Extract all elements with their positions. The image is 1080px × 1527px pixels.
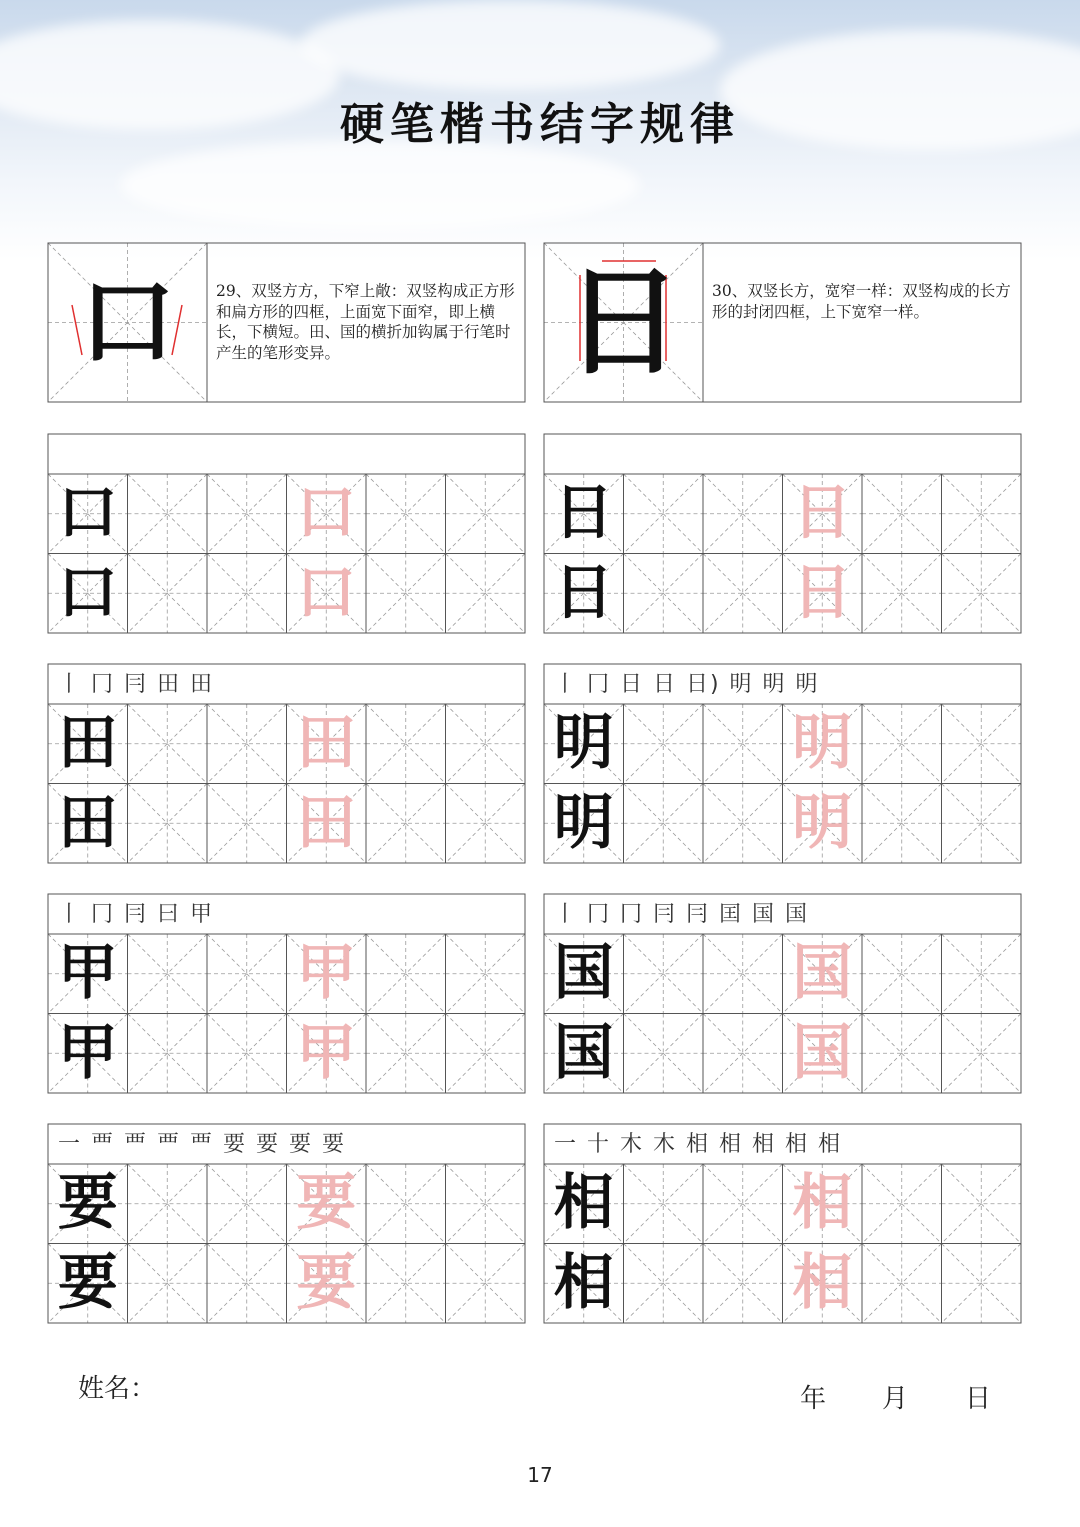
trace-char: 甲 [296,938,357,1008]
writing-cell[interactable] [366,1244,446,1324]
writing-cell[interactable] [366,934,446,1014]
writing-cell[interactable] [703,784,783,864]
writing-cell[interactable] [128,554,208,634]
day-label: 日 [965,1384,992,1414]
stroke-order: 丨 冂 冃 田 田 [58,672,214,697]
writing-cell[interactable] [366,1164,446,1244]
writing-cell[interactable] [207,474,287,554]
model-char: 要 [57,1247,118,1318]
writing-cell[interactable] [624,1014,704,1094]
rule-description: 30、双竖长方，宽窄一样：双竖构成的长方形的封闭四框，上下宽窄一样。 [712,282,1011,321]
trace-char: 口 [296,557,357,628]
writing-cell[interactable] [624,474,704,554]
writing-cell[interactable] [703,934,783,1014]
writing-cell[interactable] [942,934,1022,1014]
trace-char: 日 [792,478,853,548]
writing-cell[interactable] [207,1244,287,1324]
stroke-order [554,440,1014,470]
writing-cell[interactable] [128,1014,208,1094]
writing-cell[interactable] [862,554,942,634]
month-label: 月 [882,1384,909,1414]
writing-cell[interactable] [862,474,942,554]
writing-cell[interactable] [446,784,526,864]
writing-cell[interactable] [207,784,287,864]
model-char: 要 [57,1168,118,1238]
trace-char: 明 [792,787,853,858]
writing-cell[interactable] [207,1014,287,1094]
writing-cell[interactable] [942,474,1022,554]
model-char: 明 [553,708,614,778]
rule-description: 29、双竖方方，下窄上敞：双竖构成正方形和扁方形的四框，上面宽下面窄，即上横长，下横短。田、国的横折加钩属于行笔时产生的笔形变异。 [216,282,515,362]
trace-char: 要 [296,1168,357,1238]
stroke-order [58,440,518,470]
writing-cell[interactable] [446,934,526,1014]
model-char: 相 [553,1247,614,1318]
model-char: 日 [553,478,614,548]
writing-cell[interactable] [624,934,704,1014]
writing-cell[interactable] [366,704,446,784]
writing-cell[interactable] [942,784,1022,864]
writing-cell[interactable] [446,1244,526,1324]
writing-cell[interactable] [128,934,208,1014]
model-char: 田 [57,708,118,778]
model-char: 日 [553,557,614,628]
writing-cell[interactable] [366,784,446,864]
writing-cell[interactable] [128,474,208,554]
writing-cell[interactable] [703,554,783,634]
stroke-order: 丨 冂 冃 曰 甲 [58,902,214,927]
writing-cell[interactable] [446,704,526,784]
writing-cell[interactable] [366,554,446,634]
page-number: 17 [527,1463,553,1487]
writing-cell[interactable] [624,784,704,864]
trace-char: 要 [296,1247,357,1318]
writing-cell[interactable] [703,1244,783,1324]
model-char: 甲 [57,938,118,1008]
writing-cell[interactable] [942,554,1022,634]
model-char: 国 [553,938,614,1008]
stroke-order: 一 覀 覀 覀 覀 要 要 要 要 [58,1132,346,1157]
writing-cell[interactable] [703,1164,783,1244]
writing-cell[interactable] [207,704,287,784]
writing-cell[interactable] [128,704,208,784]
writing-cell[interactable] [446,1014,526,1094]
writing-cell[interactable] [128,1164,208,1244]
writing-cell[interactable] [862,1244,942,1324]
trace-char: 国 [792,938,853,1008]
writing-cell[interactable] [128,784,208,864]
year-label: 年 [800,1384,827,1414]
trace-char: 明 [792,708,853,778]
writing-cell[interactable] [624,1164,704,1244]
stroke-order: 丨 冂 日 日 日) 明 明 明 [554,672,820,697]
writing-cell[interactable] [624,554,704,634]
trace-char: 国 [792,1017,853,1088]
trace-char: 甲 [296,1017,357,1088]
writing-cell[interactable] [366,474,446,554]
model-char: 甲 [57,1017,118,1088]
writing-cell[interactable] [942,1014,1022,1094]
model-char: 口 [57,478,118,548]
writing-cell[interactable] [446,1164,526,1244]
trace-char: 相 [792,1168,853,1238]
rule-example-char: 口 [79,266,176,378]
writing-cell[interactable] [207,934,287,1014]
writing-cell[interactable] [862,934,942,1014]
writing-cell[interactable] [703,704,783,784]
name-label: 姓名： [78,1374,157,1404]
page-title: 硬笔楷书结字规律 [340,99,740,150]
stroke-order: 一 十 木 木 相 相 相 相 相 [554,1132,842,1157]
trace-char: 日 [792,557,853,628]
model-char: 相 [553,1168,614,1238]
writing-cell[interactable] [942,1244,1022,1324]
writing-cell[interactable] [862,1164,942,1244]
rule-example-char: 日 [564,253,683,391]
writing-cell[interactable] [128,1244,208,1324]
writing-cell[interactable] [862,784,942,864]
writing-cell[interactable] [942,1164,1022,1244]
writing-cell[interactable] [703,474,783,554]
model-char: 国 [553,1017,614,1088]
writing-cell[interactable] [624,1244,704,1324]
writing-cell[interactable] [862,1014,942,1094]
writing-cell[interactable] [703,1014,783,1094]
writing-cell[interactable] [207,1164,287,1244]
trace-char: 相 [792,1247,853,1318]
writing-cell[interactable] [446,554,526,634]
name-field[interactable] [160,1400,520,1401]
trace-char: 口 [296,478,357,548]
stroke-order: 丨 冂 冂 冃 冃 囯 国 国 [554,902,809,927]
writing-cell[interactable] [624,704,704,784]
writing-cell[interactable] [942,704,1022,784]
model-char: 口 [57,557,118,628]
writing-cell[interactable] [366,1014,446,1094]
writing-cell[interactable] [862,704,942,784]
writing-cell[interactable] [446,474,526,554]
writing-cell[interactable] [207,554,287,634]
trace-char: 田 [296,708,357,778]
model-char: 田 [57,787,118,858]
trace-char: 田 [296,787,357,858]
model-char: 明 [553,787,614,858]
